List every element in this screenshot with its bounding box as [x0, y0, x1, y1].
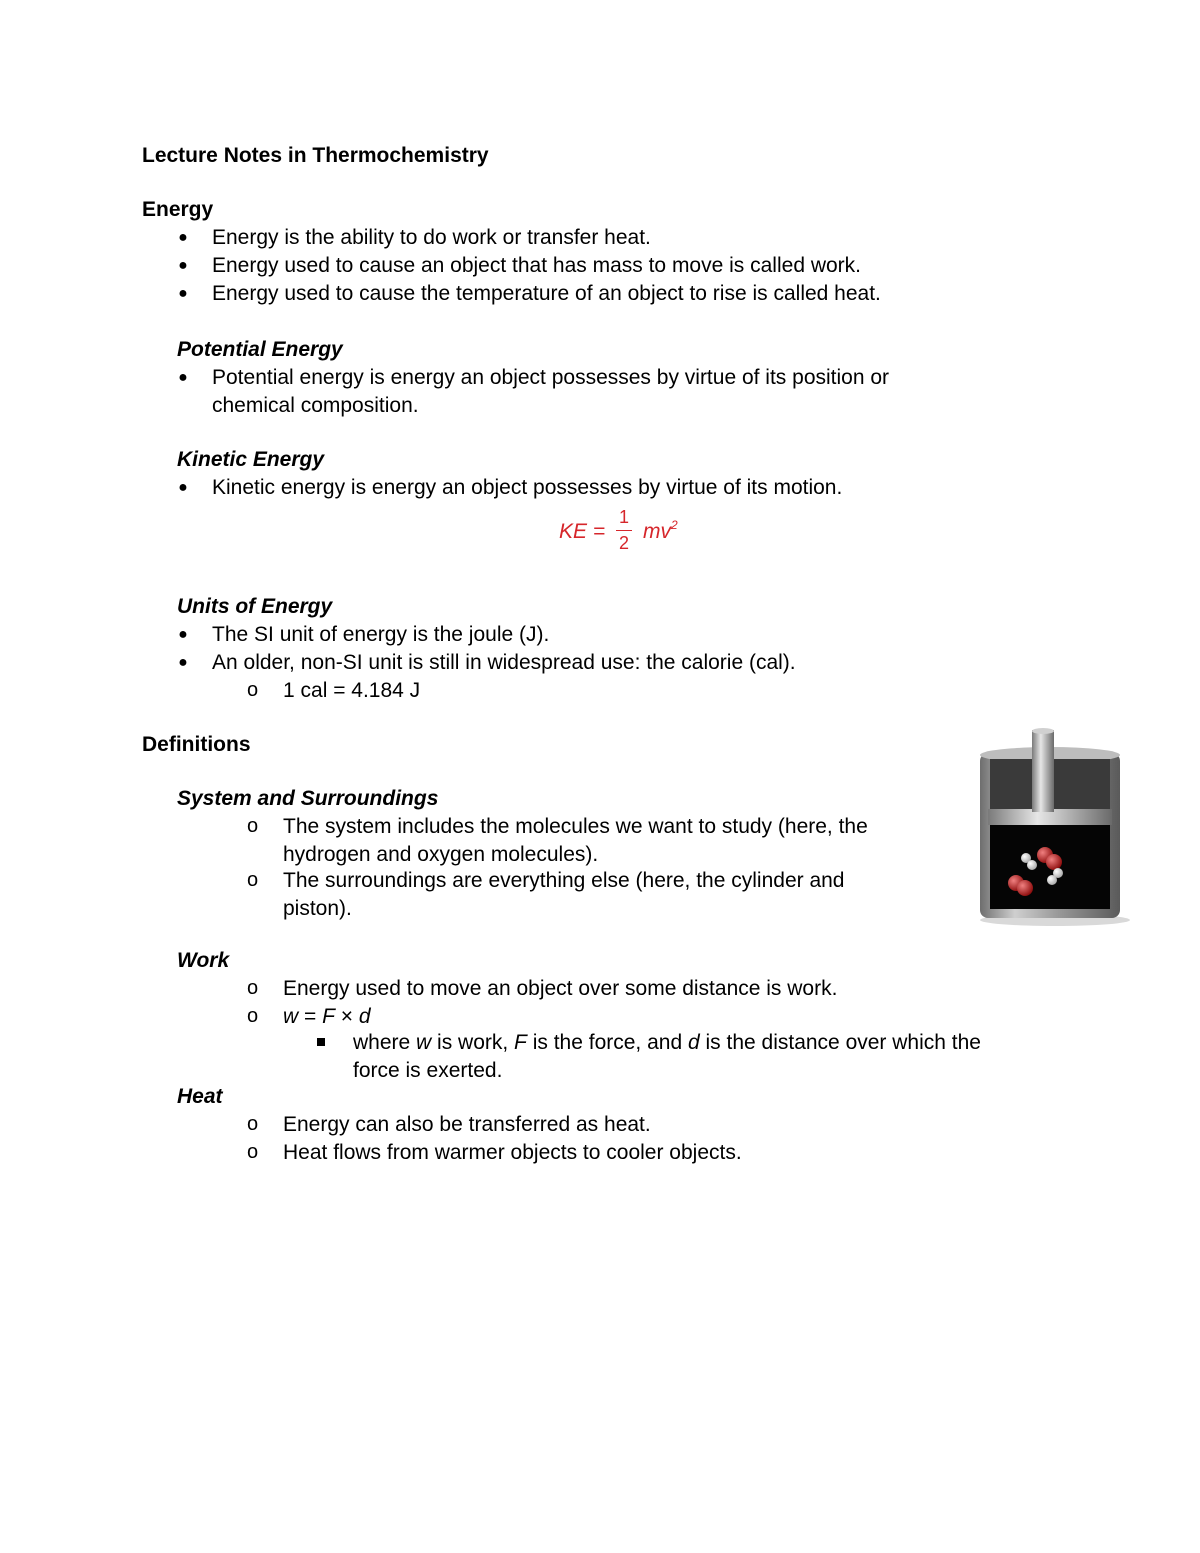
system-heading: System and Surroundings	[177, 787, 439, 810]
circle-marker: o	[247, 1113, 259, 1135]
potential-energy-line-2: chemical composition.	[212, 394, 419, 417]
eq-F: F	[322, 1005, 335, 1028]
eq-w: w	[283, 1005, 299, 1028]
energy-heading: Energy	[142, 198, 214, 221]
square-bullet-marker	[317, 1038, 325, 1046]
where-d: d	[687, 1031, 700, 1054]
units-bullet-2: An older, non-SI unit is still in widespread use: the calorie (cal).	[212, 651, 796, 674]
potential-energy-heading: Potential Energy	[177, 338, 343, 361]
circle-marker: o	[247, 815, 259, 837]
potential-energy-line-1: Potential energy is energy an object possesses by virtue of its position or	[212, 366, 890, 389]
where-text: where	[353, 1031, 417, 1054]
work-where-line-1	[353, 1029, 981, 1056]
bullet-marker: ●	[178, 369, 188, 386]
circle-marker: o	[247, 869, 259, 891]
system-item-2-line-1: The surroundings are everything else (here, the cylinder and	[283, 869, 845, 892]
energy-bullet-1: Energy is the ability to do work or transfer heat.	[212, 226, 651, 249]
circle-marker: o	[247, 1005, 259, 1027]
rod-top	[1032, 728, 1054, 734]
bullet-marker: ●	[178, 479, 188, 496]
units-heading: Units of Energy	[177, 595, 333, 618]
formula-rhs	[643, 518, 678, 545]
bullet-marker: ●	[178, 654, 188, 671]
work-item-1: Energy used to move an object over some distance is work.	[283, 977, 838, 1000]
bullet-marker: ●	[178, 285, 188, 302]
work-equation	[283, 1003, 371, 1030]
heat-item-1: Energy can also be transferred as heat.	[283, 1113, 651, 1136]
where-text: is work,	[431, 1031, 515, 1054]
circle-marker: o	[247, 679, 259, 701]
eq-d: d	[358, 1005, 371, 1028]
where-text: is the force, and	[526, 1031, 688, 1054]
bullet-marker: ●	[178, 626, 188, 643]
eq-equals: =	[298, 1005, 323, 1028]
definitions-heading: Definitions	[142, 733, 251, 756]
energy-bullet-3: Energy used to cause the temperature of an object to rise is called heat.	[212, 282, 881, 305]
units-bullet-1: The SI unit of energy is the joule (J).	[212, 623, 550, 646]
formula-exponent: 2	[671, 518, 678, 532]
circle-marker: o	[247, 1141, 259, 1163]
formula-lhs: KE =	[559, 520, 606, 543]
formula-denominator: 2	[618, 533, 629, 553]
formula-mv: mv	[643, 520, 671, 543]
piston-rod	[1032, 730, 1054, 812]
heat-item-2: Heat flows from warmer objects to cooler objects.	[283, 1141, 742, 1164]
kinetic-energy-bullet: Kinetic energy is energy an object possesses by virtue of its motion.	[212, 476, 843, 499]
work-heading: Work	[177, 949, 230, 972]
where-w: w	[416, 1031, 432, 1054]
system-item-1-line-1: The system includes the molecules we want to study (here, the	[283, 815, 868, 838]
bullet-marker: ●	[178, 257, 188, 274]
heat-heading: Heat	[177, 1085, 223, 1108]
energy-bullet-2: Energy used to cause an object that has mass to move is called work.	[212, 254, 862, 277]
where-F: F	[514, 1031, 527, 1054]
units-sub-item: 1 cal = 4.184 J	[283, 679, 421, 702]
kinetic-energy-heading: Kinetic Energy	[177, 448, 325, 471]
bullet-marker: ●	[178, 229, 188, 246]
piston-cylinder-illustration	[970, 725, 1135, 930]
system-item-2-line-2: piston).	[283, 897, 352, 920]
where-text: is the distance over which the	[699, 1031, 981, 1054]
work-where-line-2: force is exerted.	[353, 1059, 503, 1082]
eq-times: ×	[334, 1005, 359, 1028]
circle-marker: o	[247, 977, 259, 999]
document-title: Lecture Notes in Thermochemistry	[142, 144, 489, 167]
formula-numerator: 1	[618, 507, 629, 527]
system-item-1-line-2: hydrogen and oxygen molecules).	[283, 843, 599, 866]
formula-fraction-bar	[616, 530, 632, 531]
